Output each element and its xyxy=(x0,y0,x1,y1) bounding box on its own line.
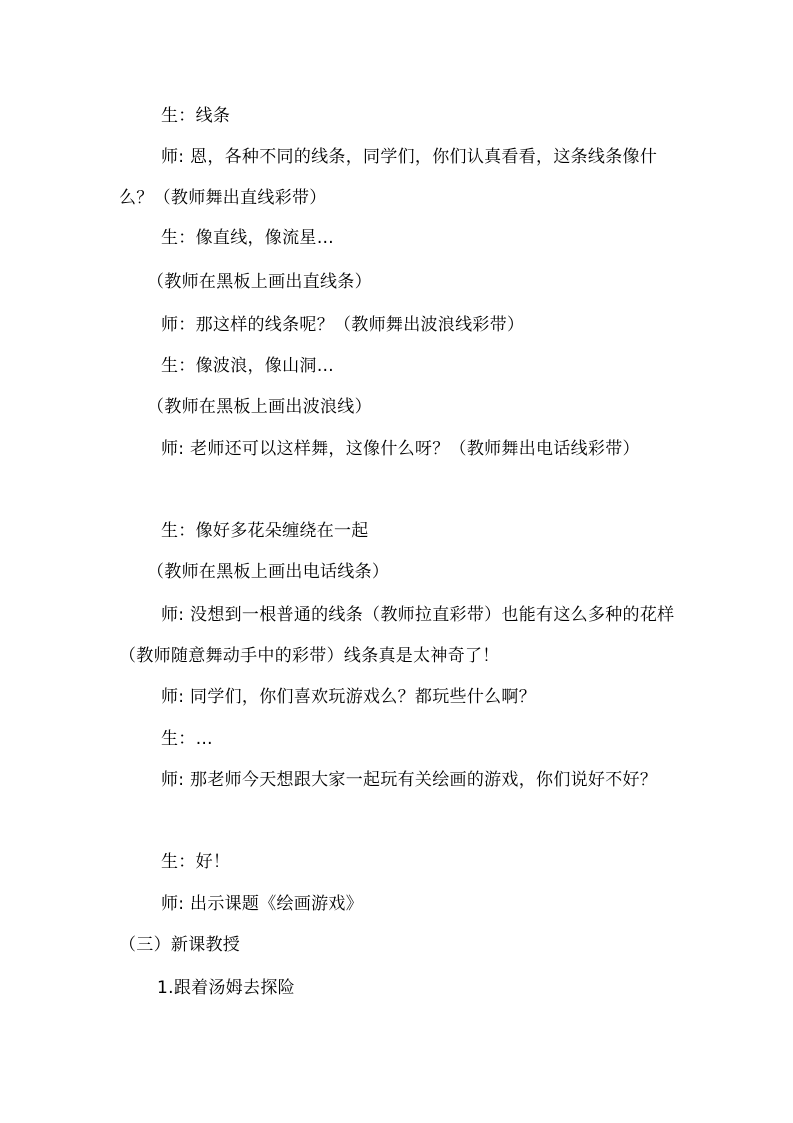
paragraph-teacher-games-question: 师: 同学们，你们喜欢玩游戏么？都玩些什么啊？ xyxy=(161,687,537,707)
paragraph-draw-wave: （教师在黑板上画出波浪线） xyxy=(147,397,372,417)
paragraph-student-ellipsis: 生：… xyxy=(161,729,213,749)
paragraph-teacher-amazing: 师: 没想到一根普通的线条（教师拉直彩带）也能有这么多种的花样（教师随意舞动手中的彩带）线条真是太神奇了！ xyxy=(119,605,675,666)
paragraph-teacher-drawing-game: 师: 那老师今天想跟大家一起玩有关绘画的游戏，你们说好不好？ xyxy=(161,770,658,790)
paragraph-teacher-lines-question: 师: 恩，各种不同的线条，同学们，你们认真看看，这条线条像什么？（教师舞出直线彩带） xyxy=(119,147,658,208)
paragraph-teacher-phone-question: 师: 老师还可以这样舞，这像什么呀？（教师舞出电话线彩带） xyxy=(161,439,640,459)
paragraph-student-ok: 生：好！ xyxy=(161,852,231,872)
paragraph-student-straight: 生：像直线，像流星… xyxy=(161,228,334,248)
paragraph-teacher-title: 师: 出示课题《绘画游戏》 xyxy=(161,894,364,914)
paragraph-student-lines: 生：线条 xyxy=(161,106,231,126)
section-heading-new-lesson: （三）新课教授 xyxy=(119,935,241,955)
paragraph-student-wave: 生：像波浪，像山洞… xyxy=(161,356,334,376)
paragraph-teacher-wave-question: 师：那这样的线条呢？（教师舞出波浪线彩带） xyxy=(161,315,525,335)
paragraph-student-flowers: 生：像好多花朵缠绕在一起 xyxy=(161,521,369,541)
paragraph-draw-straight: （教师在黑板上画出直线条） xyxy=(147,272,372,292)
subsection-heading-tom-adventure: 1.跟着汤姆去探险 xyxy=(157,978,295,998)
paragraph-draw-phone: （教师在黑板上画出电话线条） xyxy=(147,562,390,582)
